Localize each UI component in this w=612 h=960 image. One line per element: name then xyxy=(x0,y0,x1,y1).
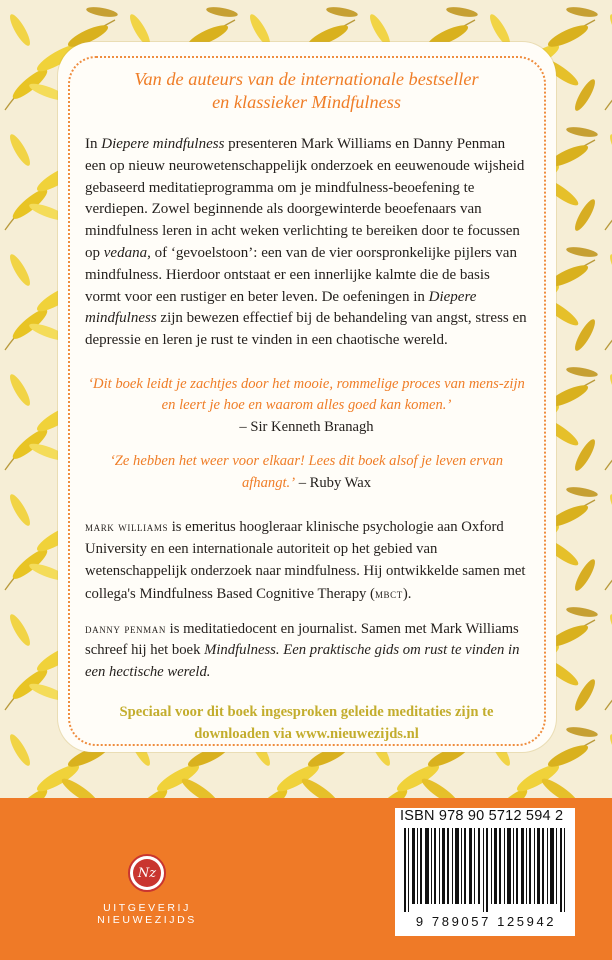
publisher-logo-icon: Nz xyxy=(128,854,166,892)
back-cover-content xyxy=(85,68,528,745)
blurb-paragraph: In Diepere mindfulness presenteren Mark Williams en Danny Penman een op nieuw neurowetenschappelijk onderzoek en eeuwenoude wijsheid gebaseerd meditatieprogramma om je mindfulness-beoefening te verdiepen. Zowel beginnende als doorgewinterde beoefenaars van mindfulness leren in acht weken verlichting te bereiken door te focussen op vedana, of ‘gevoelstoon’: een van de vier oorspronkelijke pijlers van mindfulness. Hierdoor ontstaat er een innerlijke kalmte die de basis vormt voor een rustiger en beter leven. De oefeningen in Diepere mindfulness zijn bewezen effectief bij de behandeling van angst, stress en depressie en leren je rust te vinden in een chaotische wereld. xyxy=(85,136,527,349)
bio-mark-williams: mark williams is emeritus hoogleraar klinische psychologie aan Oxford University en een internationale autoriteit op het gebied van wetenschappelijk onderzoek naar mindfulness. Hij ontwikkelde samen met collega's Mindfulness Based Cognitive Therapy (mbct). xyxy=(85,519,526,602)
isbn-text: ISBN 978 90 5712 594 2 xyxy=(400,808,564,824)
quote-branagh: ‘Dit boek leidt je zachtjes door het mooie, rommelige proces van mens-zijn en leert je hoe en waarom alles goed kan komen.’ – Sir Kenneth Branagh xyxy=(88,375,525,435)
headline: Van de auteurs van de internationale bestseller en klassieker Mindfulness xyxy=(134,69,479,112)
ean-number: 9 789057 125942 xyxy=(415,914,557,929)
publisher-name: UITGEVERIJ NIEUWEZIJDS xyxy=(97,902,197,926)
bio-danny-penman: danny penman is meditatiedocent en journalist. Samen met Mark Williams schreef hij het boek Mindfulness. Een praktische gids om rust te vinden in een hectische wereld. xyxy=(85,620,520,681)
quote-wax: ‘Ze hebben het weer voor elkaar! Lees dit boek alsof je leven ervan afhangt.’ – Ruby Wax xyxy=(109,453,504,491)
promo-download-text: Speciaal voor dit boek ingesproken geleide meditaties zijn te downloaden via www.nieuwezijds.nl xyxy=(119,704,494,742)
barcode-icon xyxy=(400,828,570,912)
